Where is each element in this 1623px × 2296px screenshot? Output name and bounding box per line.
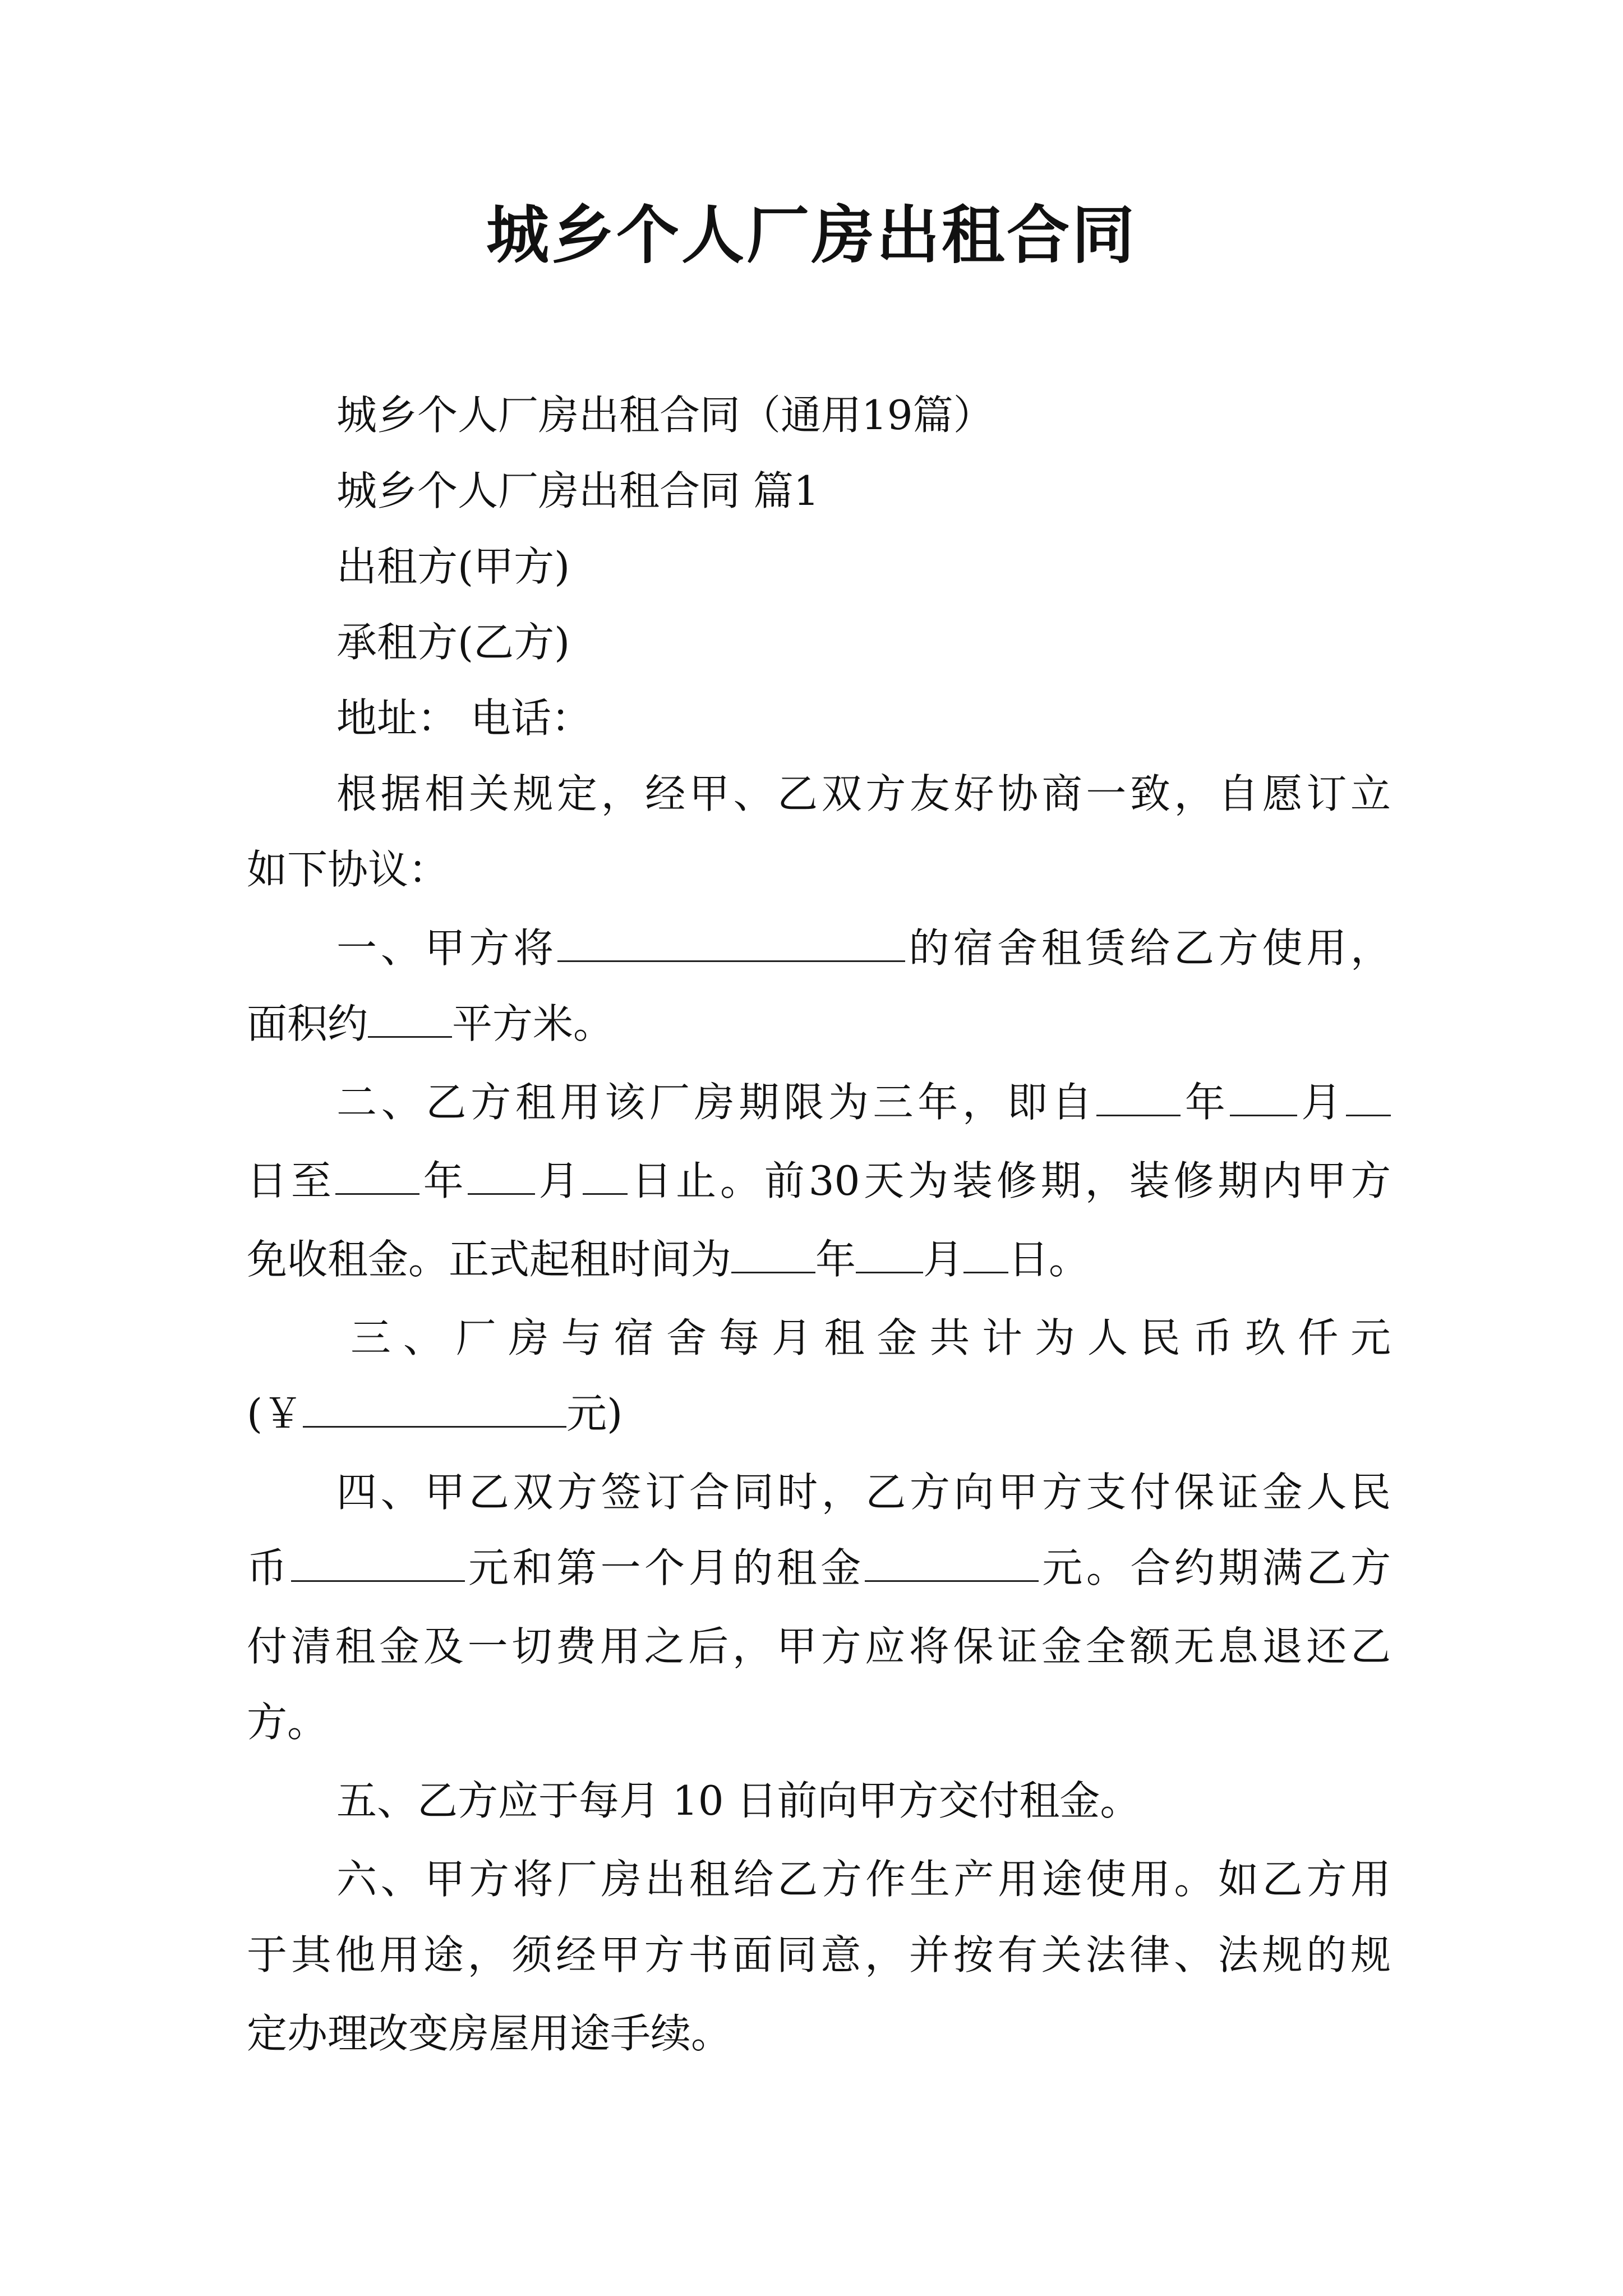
document-title: 城乡个人厂房出租合同 <box>486 199 1137 272</box>
lessee-line: 承租方(乙方) <box>336 619 570 666</box>
blank-end-year <box>335 1153 419 1195</box>
blank-end-day <box>583 1153 628 1195</box>
blank-start-month <box>1230 1074 1297 1116</box>
clause-4-text-c: 元。合约期满乙方 <box>1038 1544 1391 1591</box>
intro-paragraph-cont: 如下协议： <box>247 846 449 893</box>
clause-1-cont <box>247 996 1391 1052</box>
blank-start-day <box>1346 1074 1391 1116</box>
lessor-line: 出租方(甲方) <box>336 543 570 590</box>
clause-4: 四、甲乙双方签订合同时，乙方向甲方支付保证金人民 <box>336 1469 1391 1516</box>
blank-rent-start-day <box>963 1231 1008 1273</box>
clause-2-text-a: 二、乙方租用该厂房期限为三年，即自 <box>336 1079 1097 1126</box>
clause-1 <box>336 920 1391 976</box>
clause-2-text-e: 年 <box>419 1157 468 1204</box>
clause-3-text-b: 元) <box>566 1390 623 1437</box>
clause-2-text-f: 月 <box>534 1157 583 1204</box>
clause-2-text-b: 年 <box>1181 1079 1230 1126</box>
clause-2-text-j: 月 <box>923 1236 964 1283</box>
clause-1-text-b: 的宿舍租赁给乙方使用， <box>905 924 1391 972</box>
clause-4-text-b: 元和第一个月的租金 <box>464 1544 865 1591</box>
intro-paragraph: 根据相关规定，经甲、乙双方友好协商一致，自愿订立 <box>336 770 1391 817</box>
clause-6-cont-2: 定办理改变房屋用途手续。 <box>247 2010 732 2057</box>
clause-3-text-a: (￥ <box>247 1390 303 1437</box>
clause-2-text-i: 年 <box>815 1236 856 1283</box>
clause-4-cont-3: 方。 <box>247 1699 328 1746</box>
clause-2-text-d: 日至 <box>247 1157 335 1204</box>
blank-area <box>368 996 452 1038</box>
clause-2-text-h: 免收租金。正式起租时间为 <box>247 1236 732 1283</box>
blank-location <box>557 920 905 962</box>
clause-4-text-a: 币 <box>247 1544 291 1591</box>
clause-1-text-c: 面积约 <box>247 1000 368 1047</box>
blank-rent-start-month <box>856 1231 923 1273</box>
clause-6-cont: 于其他用途，须经甲方书面同意，并按有关法律、法规的规 <box>247 1931 1391 1978</box>
document-subtitle: 城乡个人厂房出租合同（通用19篇） <box>336 392 994 439</box>
address-phone-line: 地址： 电话： <box>336 694 592 742</box>
clause-3: 三、厂房与宿舍每月租金共计为人民币玖仟元 <box>351 1314 1391 1361</box>
clause-6: 六、甲方将厂房出租给乙方作生产用途使用。如乙方用 <box>336 1856 1391 1903</box>
clause-2-text-c: 月 <box>1297 1079 1346 1126</box>
clause-3-cont <box>247 1386 1391 1442</box>
clause-4-cont <box>247 1540 1391 1596</box>
blank-start-year <box>1096 1074 1181 1116</box>
clause-5: 五、乙方应于每月 10 日前向甲方交付租金。 <box>336 1777 1141 1824</box>
clause-2-cont-2 <box>247 1231 1391 1287</box>
blank-deposit <box>291 1540 465 1582</box>
blank-rent-amount <box>303 1386 566 1428</box>
blank-first-month-rent <box>865 1540 1039 1582</box>
blank-rent-start-year <box>731 1231 815 1273</box>
blank-end-month <box>468 1153 535 1195</box>
clause-4-cont-2: 付清租金及一切费用之后，甲方应将保证金全额无息退还乙 <box>247 1623 1391 1670</box>
clause-2 <box>336 1074 1391 1130</box>
section-heading: 城乡个人厂房出租合同 篇1 <box>336 467 819 514</box>
clause-2-text-k: 日。 <box>1008 1236 1090 1283</box>
clause-2-text-g: 日止。前30天为装修期，装修期内甲方 <box>628 1157 1391 1204</box>
clause-1-text-d: 平方米。 <box>452 1000 614 1047</box>
clause-1-text-a: 一、甲方将 <box>336 924 557 972</box>
clause-2-cont <box>247 1153 1391 1209</box>
